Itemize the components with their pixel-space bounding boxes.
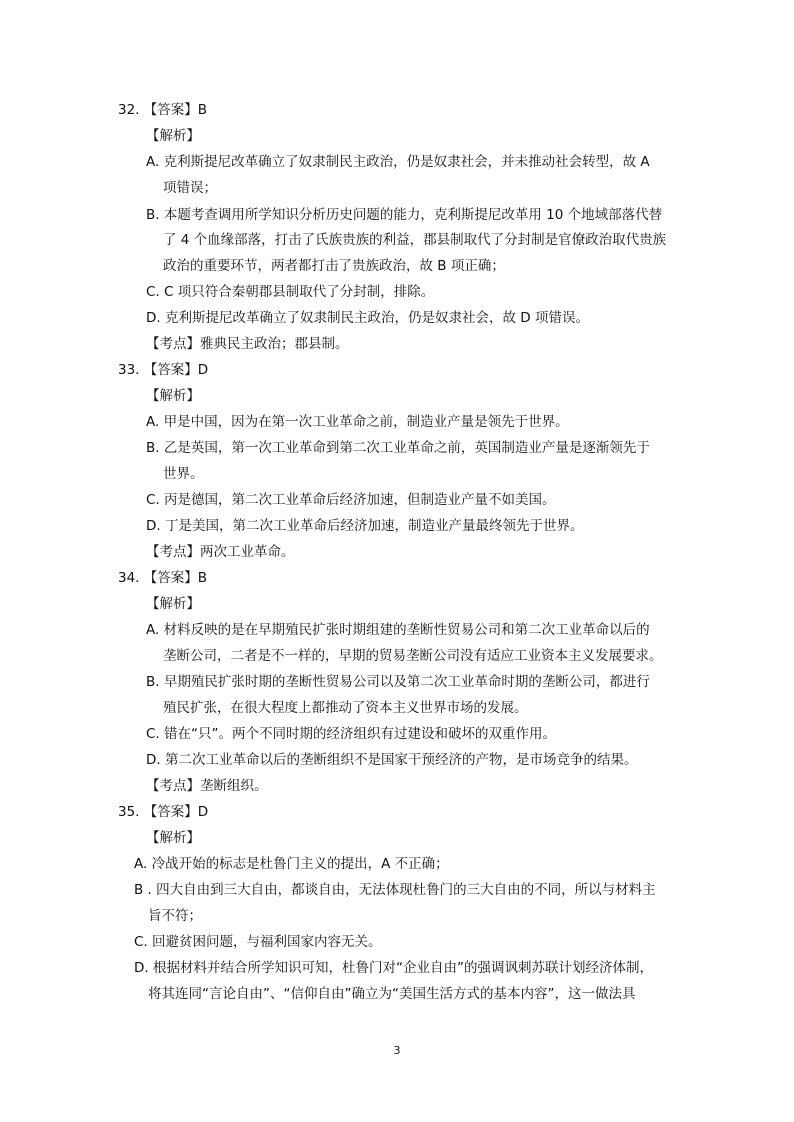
- q32-option-a-cont: 项错误；: [163, 180, 217, 196]
- q32-option-a: A. 克利斯提尼改革确立了奴隶制民主政治，仍是奴隶社会，并未推动社会转型，故 A: [146, 154, 650, 170]
- q32-option-b: B. 本题考查调用所学知识分析历史问题的能力，克利斯提尼改革用 10 个地域部落代替: [146, 207, 663, 223]
- q34-option-d: D. 第二次工业革命以后的垄断组织不是国家干预经济的产物，是市场竞争的结果。: [146, 752, 638, 768]
- q33-option-a: A. 甲是中国，因为在第一次工业革命之前，制造业产量是领先于世界。: [146, 414, 569, 430]
- q33-answer: 33. 【答案】D: [118, 362, 209, 378]
- q35-option-b: B . 四大自由到三大自由，都谈自由，无法体现杜鲁门的三大自由的不同，所以与材料主: [134, 882, 656, 898]
- q32-analysis-label: 【解析】: [146, 128, 200, 144]
- q33-analysis-label: 【解析】: [146, 388, 200, 404]
- q34-analysis-label: 【解析】: [146, 596, 200, 612]
- q33-option-c: C. 丙是德国，第二次工业革命后经济加速，但制造业产量不如美国。: [146, 492, 556, 508]
- q33-option-b: B. 乙是英国，第一次工业革命到第二次工业革命之前，英国制造业产量是逐渐领先于: [146, 440, 650, 456]
- q32-answer: 32. 【答案】B: [118, 102, 208, 118]
- q35-analysis-label: 【解析】: [146, 830, 200, 846]
- q34-option-b-cont: 殖民扩张，在很大程度上都推动了资本主义世界市场的发展。: [163, 700, 528, 716]
- q33-option-d: D. 丁是美国，第二次工业革命后经济加速，制造业产量最终领先于世界。: [146, 518, 584, 534]
- q34-option-a: A. 材料反映的是在早期殖民扩张时期组建的垄断性贸易公司和第二次工业革命以后的: [146, 622, 650, 638]
- q33-point: 【考点】两次工业革命。: [146, 544, 295, 560]
- q35-option-d-cont: 将其连同“言论自由”、“信仰自由”确立为“美国生活方式的基本内容”，这一做法具: [148, 986, 636, 1002]
- q35-option-c: C. 回避贫困问题，与福利国家内容无关。: [134, 934, 382, 950]
- page-number: 3: [393, 1044, 401, 1057]
- q35-option-a: A. 冷战开始的标志是杜鲁门主义的提出，A 不正确；: [134, 856, 449, 872]
- q34-answer: 34. 【答案】B: [118, 570, 208, 586]
- q34-option-a-cont: 垄断公司，二者是不一样的，早期的贸易垄断公司没有适应工业资本主义发展要求。: [163, 648, 663, 664]
- q32-option-d: D. 克利斯提尼改革确立了奴隶制民主政治，仍是奴隶社会，故 D 项错误。: [146, 310, 589, 326]
- q34-point: 【考点】垄断组织。: [146, 778, 268, 794]
- q35-answer: 35. 【答案】D: [118, 804, 209, 820]
- q35-option-b-cont: 旨不符；: [148, 908, 202, 924]
- q32-option-b-cont2: 政治的重要环节，两者都打击了贵族政治，故 B 项正确；: [163, 258, 505, 274]
- q32-point: 【考点】雅典民主政治；郡县制。: [146, 336, 349, 352]
- q34-option-c: C. 错在“只”。两个不同时期的经济组织有过建设和破坏的双重作用。: [146, 726, 556, 742]
- q34-option-b: B. 早期殖民扩张时期的垄断性贸易公司以及第二次工业革命时期的垄断公司，都进行: [146, 674, 650, 690]
- q33-option-b-cont: 世界。: [163, 466, 204, 482]
- q32-option-c: C. C 项只符合秦朝郡县制取代了分封制，排除。: [146, 284, 435, 300]
- q32-option-b-cont1: 了 4 个血缘部落，打击了氏族贵族的利益，郡县制取代了分封制是官僚政治取代贵族: [163, 232, 667, 248]
- q35-option-d: D. 根据材料并结合所学知识可知，杜鲁门对“企业自由”的强调讽刺苏联计划经济体制，: [134, 960, 653, 976]
